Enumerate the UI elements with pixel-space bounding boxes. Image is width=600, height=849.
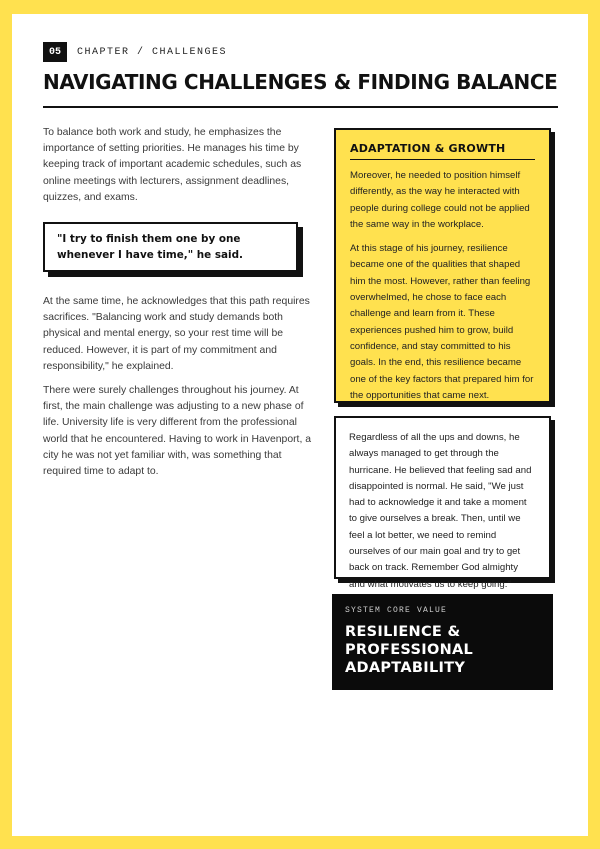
page-title: NAVIGATING CHALLENGES & FINDING BALANCE <box>43 70 558 94</box>
chapter-header <box>43 42 227 62</box>
core-value-title: RESILIENCE & PROFESSIONAL ADAPTABILITY <box>345 624 474 676</box>
sacrifice-paragraph: At the same time, he acknowledges that this path requires sacrifices. "Balancing work and study demands both physical and mental energy, so your rest time will be reduced. However, it is part of my commitment and responsibility," he explained. <box>43 296 310 372</box>
intro-paragraph: To balance both work and study, he emphasizes the importance of setting priorities. He manages his time by keeping track of important academic schedules, such as online meetings with lecturers, assignment deadlines, quizzes, and exams. <box>43 127 302 203</box>
adaptation-paragraph-2: At this stage of his journey, resilience became one of the qualities that shaped him the most. However, rather than feeling overwhelmed, he chose to face each challenge and learn from it. These experiences pushed him to grow, build confidence, and stay committed to his goals. In the end, this resilience became one of the key factors that prepared him for the opportunities that came next. <box>350 243 534 401</box>
page <box>12 14 588 836</box>
core-value-box <box>332 594 553 690</box>
chapter-label: CHAPTER / CHALLENGES <box>77 46 228 58</box>
adaptation-paragraph-1: Moreover, he needed to position himself differently, as the way he interacted with people during college could not be applied the same way in the workplace. <box>350 170 530 230</box>
resilience-quote-text: Regardless of all the ups and downs, he always managed to get through the hurricane. He believed that feeling sad and disappointed is normal. He said, "We just had to acknowledge it and take a moment to give ourselves a break. Then, until we feel a lot better, we need to remind ourselves of our main goal and try to get back on track. Remember God almighty and what motivates us to keep going." <box>349 432 532 590</box>
adaptation-growth-heading: ADAPTATION & GROWTH <box>350 142 535 160</box>
core-value-label: SYSTEM CORE VALUE <box>345 606 448 615</box>
pull-quote-text: "I try to finish them one by one whenever I have time," he said. <box>57 233 243 261</box>
chapter-number-badge: 05 <box>43 42 67 62</box>
challenges-paragraph: There were surely challenges throughout his journey. At first, the main challenge was adjusting to a new phase of life. University life is very different from the professional world that he encountered. Having to work in Havenport, a city he was not yet familiar with, was something that required time to adapt to. <box>43 385 312 478</box>
resilience-quote-box <box>334 416 551 590</box>
title-divider <box>43 106 558 108</box>
pull-quote-box <box>43 222 298 272</box>
adaptation-growth-box <box>334 128 551 403</box>
